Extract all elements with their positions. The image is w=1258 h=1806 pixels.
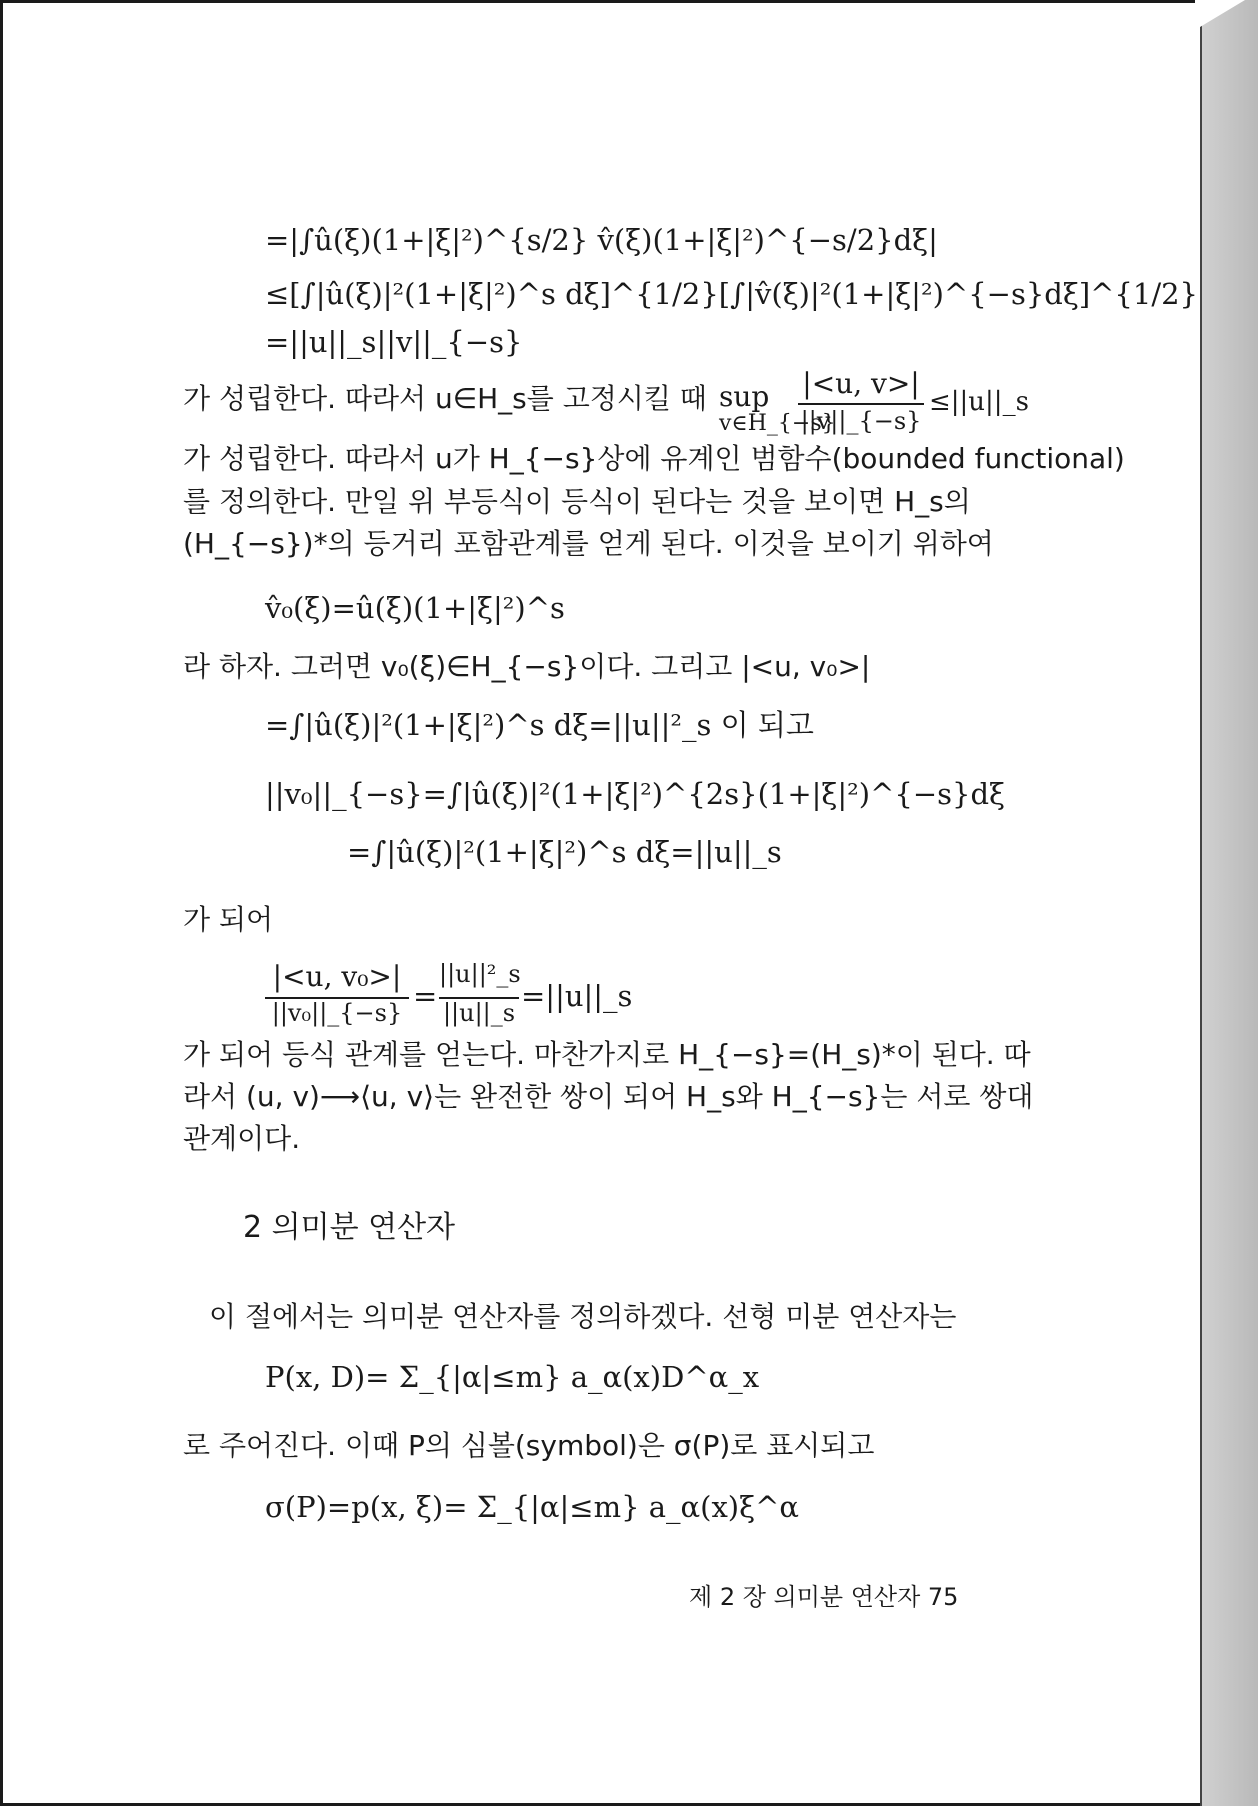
paragraph-1-tail: ≤||u||_s <box>929 387 1029 417</box>
page-footer: 제 2 장 의미분 연산자 75 <box>689 1583 959 1611</box>
fraction-denominator: ||v||_{−s} <box>800 407 922 435</box>
equation-2-line-1: =∫|û(ξ)|²(1+|ξ|²)^s dξ=||u||²_s 이 되고 <box>265 708 814 742</box>
equation-2-line-2: ||v₀||_{−s}=∫|û(ξ)|²(1+|ξ|²)^{2s}(1+|ξ|²)^{−s}dξ <box>265 777 1006 811</box>
equation-2-line-3: =∫|û(ξ)|²(1+|ξ|²)^s dξ=||u||_s <box>347 835 782 869</box>
section-heading: 2 의미분 연산자 <box>243 1210 456 1245</box>
eq3-numerator-1: |<u, v₀>| <box>272 960 402 993</box>
equation-v0: v̂₀(ξ)=û(ξ)(1+|ξ|²)^s <box>265 591 565 625</box>
eq3-numerator-2: ||u||²_s <box>439 960 521 988</box>
eq3-denominator-2: ||u||_s <box>442 999 516 1027</box>
equation-line-1: =|∫û(ξ)(1+|ξ|²)^{s/2} v̂(ξ)(1+|ξ|²)^{−s/2}dξ| <box>265 223 938 257</box>
paragraph-5-line-1: 가 되어 등식 관계를 얻는다. 마찬가지로 H_{−s}=(H_s)*이 된다. 따 <box>183 1038 1031 1071</box>
paragraph-5-line-3: 관계이다. <box>183 1122 301 1155</box>
paragraph-2-line-3: (H_{−s})*의 등거리 포함관계를 얻게 된다. 이것을 보이기 위하여 <box>183 527 994 560</box>
eq3-equals: = <box>413 979 438 1013</box>
paragraph-4: 가 되어 <box>183 903 274 936</box>
equation-line-3: =||u||_s||v||_{−s} <box>265 325 523 359</box>
page-corner <box>1195 0 1245 30</box>
fraction-numerator: |<u, v>| <box>802 367 920 400</box>
paragraph-6: 이 절에서는 의미분 연산자를 정의하겠다. 선형 미분 연산자는 <box>209 1300 957 1333</box>
sup-subscript: v∈H_{−s} <box>719 411 836 436</box>
paragraph-5-line-2: 라서 (u, v)⟶⟨u, v⟩는 완전한 쌍이 되어 H_s와 H_{−s}는 서로 쌍대 <box>183 1080 1034 1113</box>
equation-P: P(x, D)= Σ_{|α|≤m} a_α(x)D^α_x <box>265 1360 760 1394</box>
equation-sigma: σ(P)=p(x, ξ)= Σ_{|α|≤m} a_α(x)ξ^α <box>265 1490 799 1524</box>
paragraph-2-line-2: 를 정의한다. 만일 위 부등식이 등식이 된다는 것을 보이면 H_s의 <box>183 485 971 518</box>
eq3-tail: =||u||_s <box>521 979 633 1013</box>
eq3-denominator-1: ||v₀||_{−s} <box>271 999 403 1027</box>
paragraph-7: 로 주어진다. 이때 P의 심볼(symbol)은 σ(P)로 표시되고 <box>183 1429 875 1462</box>
equation-line-2: ≤[∫|û(ξ)|²(1+|ξ|²)^s dξ]^{1/2}[∫|v̂(ξ)|²(1+|ξ|²)^{−s}dξ]^{1/2} <box>265 277 1198 311</box>
fraction-bar <box>798 403 924 405</box>
sup-operator: sup <box>719 380 770 413</box>
paragraph-1-text: 가 성립한다. 따라서 u∈H_s를 고정시킬 때 <box>183 382 707 415</box>
paragraph-3: 라 하자. 그러면 v₀(ξ)∈H_{−s}이다. 그리고 |<u, v₀>| <box>183 650 871 683</box>
page-edge-shadow <box>1200 0 1258 1806</box>
paragraph-2-line-1: 가 성립한다. 따라서 u가 H_{−s}상에 유계인 범함수(bounded functional) <box>183 442 1125 475</box>
